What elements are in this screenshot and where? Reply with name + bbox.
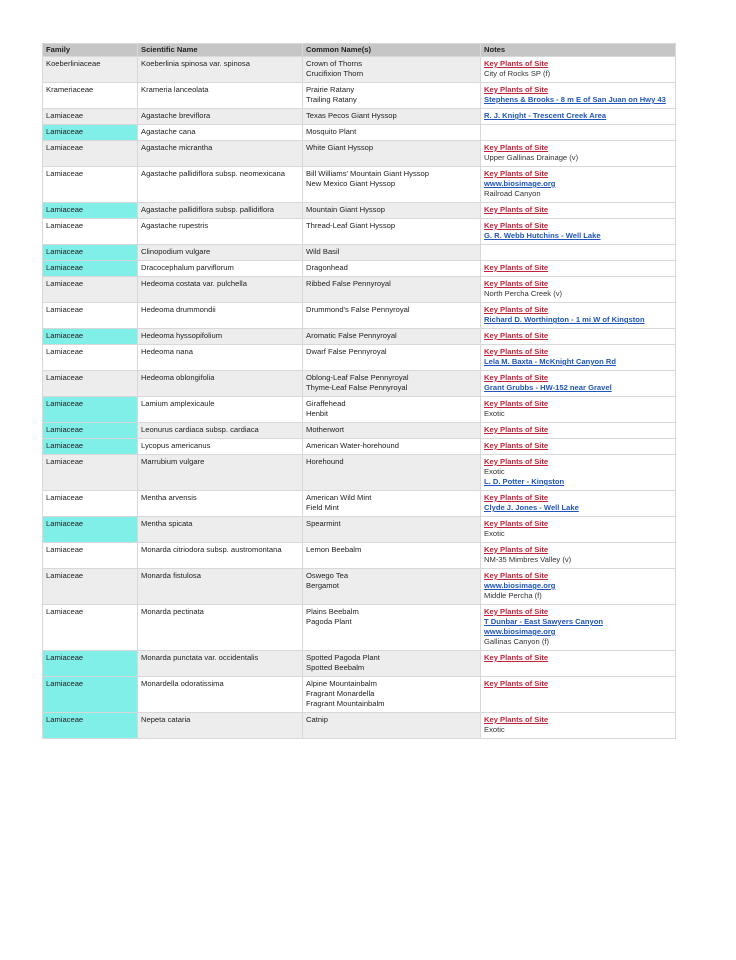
scientific-name: Monarda fistulosa xyxy=(141,571,201,580)
table-row xyxy=(43,651,676,677)
note-link[interactable]: Key Plants of Site xyxy=(484,205,549,214)
table-row xyxy=(43,605,676,651)
scientific-name-cell xyxy=(138,219,303,245)
note-text: Exotic xyxy=(484,725,505,734)
note-text: NM-35 Mimbres Valley (v) xyxy=(484,555,572,564)
table-row xyxy=(43,371,676,397)
family-cell: Lamiaceae xyxy=(43,125,138,141)
note-link[interactable]: Key Plants of Site xyxy=(484,279,549,288)
note-link[interactable]: Richard D. Worthington - 1 mi W of Kingston xyxy=(484,315,645,324)
common-names-cell xyxy=(303,303,481,329)
common-names-cell xyxy=(303,569,481,605)
notes-cell xyxy=(481,203,676,219)
notes-cell xyxy=(481,245,676,261)
common-name: Ribbed False Pennyroyal xyxy=(306,279,391,288)
common-names-cell xyxy=(303,517,481,543)
scientific-name-cell xyxy=(138,245,303,261)
scientific-name-cell xyxy=(138,261,303,277)
family-cell: Lamiaceae xyxy=(43,713,138,739)
common-name: Spotted Beebalm xyxy=(306,663,365,672)
table-body xyxy=(43,57,676,739)
common-name: Pagoda Plant xyxy=(306,617,352,626)
common-names-cell xyxy=(303,83,481,109)
note-text: Upper Gallinas Drainage (v) xyxy=(484,153,579,162)
family-cell: Lamiaceae xyxy=(43,329,138,345)
notes-cell xyxy=(481,125,676,141)
family-cell: Lamiaceae xyxy=(43,439,138,455)
scientific-name-cell xyxy=(138,83,303,109)
common-names-cell xyxy=(303,439,481,455)
scientific-name: Dracocephalum parviflorum xyxy=(141,263,234,272)
family-cell: Lamiaceae xyxy=(43,517,138,543)
table-row xyxy=(43,125,676,141)
scientific-name: Lycopus americanus xyxy=(141,441,211,450)
common-name: Prairie Ratany xyxy=(306,85,355,94)
note-text: Middle Percha (f) xyxy=(484,591,542,600)
scientific-name: Nepeta cataria xyxy=(141,715,191,724)
table-row xyxy=(43,109,676,125)
table-row xyxy=(43,517,676,543)
common-name: Spotted Pagoda Plant xyxy=(306,653,380,662)
note-text: Railroad Canyon xyxy=(484,189,541,198)
common-names-cell xyxy=(303,329,481,345)
common-names-cell xyxy=(303,167,481,203)
notes-cell xyxy=(481,651,676,677)
family-cell: Lamiaceae xyxy=(43,303,138,329)
scientific-name-cell xyxy=(138,371,303,397)
common-names-cell xyxy=(303,677,481,713)
notes-cell xyxy=(481,345,676,371)
common-name: Catnip xyxy=(306,715,328,724)
note-text: Exotic xyxy=(484,529,505,538)
table-row xyxy=(43,677,676,713)
family-cell: Lamiaceae xyxy=(43,345,138,371)
note-link[interactable]: Key Plants of Site xyxy=(484,425,549,434)
common-name: Henbit xyxy=(306,409,328,418)
notes-cell xyxy=(481,303,676,329)
common-name: Giraffehead xyxy=(306,399,346,408)
notes-cell xyxy=(481,277,676,303)
common-names-cell xyxy=(303,423,481,439)
common-name: Plains Beebalm xyxy=(306,607,359,616)
common-name: Crown of Thorns xyxy=(306,59,362,68)
family-cell: Lamiaceae xyxy=(43,261,138,277)
common-names-cell xyxy=(303,543,481,569)
scientific-name: Agastache rupestris xyxy=(141,221,209,230)
scientific-name: Mentha spicata xyxy=(141,519,193,528)
family-cell: Lamiaceae xyxy=(43,543,138,569)
scientific-name: Krameria lanceolata xyxy=(141,85,209,94)
notes-cell xyxy=(481,713,676,739)
note-link[interactable]: Key Plants of Site xyxy=(484,493,549,502)
family-cell: Lamiaceae xyxy=(43,397,138,423)
header-scientific-name: Scientific Name xyxy=(138,44,303,57)
scientific-name-cell xyxy=(138,569,303,605)
table-row xyxy=(43,141,676,167)
scientific-name-cell xyxy=(138,203,303,219)
scientific-name: Agastache pallidiflora subsp. neomexicana xyxy=(141,169,285,178)
notes-cell xyxy=(481,677,676,713)
common-name: American Water-horehound xyxy=(306,441,399,450)
common-names-cell xyxy=(303,491,481,517)
scientific-name-cell xyxy=(138,303,303,329)
note-text: City of Rocks SP (f) xyxy=(484,69,551,78)
note-text: Gallinas Canyon (f) xyxy=(484,637,549,646)
scientific-name-cell xyxy=(138,543,303,569)
common-names-cell xyxy=(303,651,481,677)
notes-cell xyxy=(481,83,676,109)
common-names-cell xyxy=(303,455,481,491)
note-link[interactable]: G. R. Webb Hutchins - Well Lake xyxy=(484,231,601,240)
common-name: Texas Pecos Giant Hyssop xyxy=(306,111,397,120)
common-name: Bill Williams' Mountain Giant Hyssop xyxy=(306,169,429,178)
notes-cell xyxy=(481,109,676,125)
note-link[interactable]: www.biosimage.org xyxy=(484,581,556,590)
note-link[interactable]: Key Plants of Site xyxy=(484,715,549,724)
table-row xyxy=(43,713,676,739)
note-link[interactable]: Key Plants of Site xyxy=(484,399,549,408)
note-link[interactable]: Key Plants of Site xyxy=(484,441,549,450)
family-cell: Lamiaceae xyxy=(43,651,138,677)
common-name: New Mexico Giant Hyssop xyxy=(306,179,396,188)
table-header xyxy=(43,44,676,57)
family-cell: Lamiaceae xyxy=(43,455,138,491)
table-row xyxy=(43,203,676,219)
scientific-name-cell xyxy=(138,491,303,517)
scientific-name-cell xyxy=(138,439,303,455)
scientific-name: Marrubium vulgare xyxy=(141,457,205,466)
common-names-cell xyxy=(303,125,481,141)
note-link[interactable]: Key Plants of Site xyxy=(484,519,549,528)
family-cell: Lamiaceae xyxy=(43,219,138,245)
family-cell: Lamiaceae xyxy=(43,677,138,713)
family-cell: Lamiaceae xyxy=(43,605,138,651)
scientific-name: Lamium amplexicaule xyxy=(141,399,215,408)
common-name: Fragrant Mountainbalm xyxy=(306,699,385,708)
common-names-cell xyxy=(303,397,481,423)
common-name: Thread-Leaf Giant Hyssop xyxy=(306,221,396,230)
common-names-cell xyxy=(303,203,481,219)
scientific-name-cell xyxy=(138,423,303,439)
note-link[interactable]: Lela M. Baxta - McKnight Canyon Rd xyxy=(484,357,617,366)
table-row xyxy=(43,423,676,439)
note-link[interactable]: Key Plants of Site xyxy=(484,221,549,230)
notes-cell xyxy=(481,219,676,245)
common-name: Trailing Ratany xyxy=(306,95,357,104)
common-names-cell xyxy=(303,713,481,739)
common-name: Drummond's False Pennyroyal xyxy=(306,305,410,314)
table-row xyxy=(43,491,676,517)
common-names-cell xyxy=(303,605,481,651)
note-link[interactable]: T Dunbar - East Sawyers Canyon xyxy=(484,617,604,626)
note-link[interactable]: Key Plants of Site xyxy=(484,143,549,152)
common-names-cell xyxy=(303,109,481,125)
scientific-name-cell xyxy=(138,57,303,83)
table-row xyxy=(43,329,676,345)
common-names-cell xyxy=(303,219,481,245)
table-row xyxy=(43,57,676,83)
scientific-name: Hedeoma nana xyxy=(141,347,193,356)
scientific-name-cell xyxy=(138,141,303,167)
scientific-name-cell xyxy=(138,109,303,125)
common-name: Field Mint xyxy=(306,503,339,512)
note-link[interactable]: Key Plants of Site xyxy=(484,545,549,554)
note-link[interactable]: Key Plants of Site xyxy=(484,373,549,382)
common-name: Dwarf False Pennyroyal xyxy=(306,347,387,356)
scientific-name-cell xyxy=(138,517,303,543)
note-link[interactable]: Key Plants of Site xyxy=(484,305,549,314)
scientific-name-cell xyxy=(138,455,303,491)
note-link[interactable]: Key Plants of Site xyxy=(484,169,549,178)
note-text: Exotic xyxy=(484,467,505,476)
common-name: Crucifixion Thorn xyxy=(306,69,364,78)
note-link[interactable]: Key Plants of Site xyxy=(484,263,549,272)
notes-cell xyxy=(481,605,676,651)
table-row xyxy=(43,167,676,203)
note-link[interactable]: Grant Grubbs - HW-152 near Gravel xyxy=(484,383,612,392)
note-text: Exotic xyxy=(484,409,505,418)
scientific-name-cell xyxy=(138,605,303,651)
table-row xyxy=(43,345,676,371)
common-name: Oswego Tea xyxy=(306,571,349,580)
note-link[interactable]: Key Plants of Site xyxy=(484,679,549,688)
scientific-name: Monarda pectinata xyxy=(141,607,204,616)
note-link[interactable]: Key Plants of Site xyxy=(484,59,549,68)
notes-cell xyxy=(481,261,676,277)
family-cell: Lamiaceae xyxy=(43,423,138,439)
table-row xyxy=(43,569,676,605)
notes-cell xyxy=(481,491,676,517)
notes-cell xyxy=(481,141,676,167)
common-name: Horehound xyxy=(306,457,344,466)
header-row xyxy=(43,44,676,57)
scientific-name: Monarda citriodora subsp. austromontana xyxy=(141,545,282,554)
table-row xyxy=(43,455,676,491)
table-row xyxy=(43,261,676,277)
note-link[interactable]: Stephens & Brooks - 8 m E of San Juan on Hwy 43 xyxy=(484,95,666,104)
common-name: Lemon Beebalm xyxy=(306,545,362,554)
scientific-name-cell xyxy=(138,713,303,739)
common-names-cell xyxy=(303,261,481,277)
family-cell: Lamiaceae xyxy=(43,371,138,397)
table-row xyxy=(43,543,676,569)
scientific-name: Koeberlinia spinosa var. spinosa xyxy=(141,59,250,68)
note-link[interactable]: Key Plants of Site xyxy=(484,85,549,94)
scientific-name: Hedeoma oblongifolia xyxy=(141,373,215,382)
family-cell: Lamiaceae xyxy=(43,569,138,605)
note-text: North Percha Creek (v) xyxy=(484,289,563,298)
family-cell: Krameriaceae xyxy=(43,83,138,109)
common-names-cell xyxy=(303,245,481,261)
table-row xyxy=(43,245,676,261)
common-name: Alpine Mountainbalm xyxy=(306,679,377,688)
header-family: Family xyxy=(43,44,138,57)
common-names-cell xyxy=(303,345,481,371)
common-name: Spearmint xyxy=(306,519,341,528)
family-cell: Lamiaceae xyxy=(43,109,138,125)
note-link[interactable]: Key Plants of Site xyxy=(484,607,549,616)
common-name: Mountain Giant Hyssop xyxy=(306,205,385,214)
notes-cell xyxy=(481,569,676,605)
note-link[interactable]: www.biosimage.org xyxy=(484,627,556,636)
table-row xyxy=(43,277,676,303)
notes-cell xyxy=(481,329,676,345)
common-names-cell xyxy=(303,277,481,303)
scientific-name-cell xyxy=(138,651,303,677)
scientific-name: Monardella odoratissima xyxy=(141,679,224,688)
table-row xyxy=(43,83,676,109)
scientific-name-cell xyxy=(138,277,303,303)
notes-cell xyxy=(481,371,676,397)
common-name: Dragonhead xyxy=(306,263,348,272)
family-cell: Lamiaceae xyxy=(43,141,138,167)
common-name: Thyme-Leaf False Pennyroyal xyxy=(306,383,408,392)
scientific-name-cell xyxy=(138,397,303,423)
notes-cell xyxy=(481,57,676,83)
common-name: Motherwort xyxy=(306,425,344,434)
header-common-names: Common Name(s) xyxy=(303,44,481,57)
family-cell: Lamiaceae xyxy=(43,245,138,261)
common-name: White Giant Hyssop xyxy=(306,143,374,152)
family-cell: Lamiaceae xyxy=(43,277,138,303)
notes-cell xyxy=(481,517,676,543)
note-link[interactable]: L. D. Potter - Kingston xyxy=(484,477,565,486)
common-name: Wild Basil xyxy=(306,247,340,256)
common-name: Aromatic False Pennyroyal xyxy=(306,331,397,340)
note-link[interactable]: R. J. Knight - Trescent Creek Area xyxy=(484,111,607,120)
note-link[interactable]: Key Plants of Site xyxy=(484,331,549,340)
notes-cell xyxy=(481,397,676,423)
common-names-cell xyxy=(303,57,481,83)
common-name: Fragrant Monardella xyxy=(306,689,375,698)
scientific-name-cell xyxy=(138,167,303,203)
table-row xyxy=(43,439,676,455)
plant-table xyxy=(42,43,676,739)
scientific-name: Clinopodium vulgare xyxy=(141,247,211,256)
scientific-name: Mentha arvensis xyxy=(141,493,197,502)
notes-cell xyxy=(481,455,676,491)
common-names-cell xyxy=(303,141,481,167)
scientific-name-cell xyxy=(138,345,303,371)
family-cell: Lamiaceae xyxy=(43,491,138,517)
note-link[interactable]: Key Plants of Site xyxy=(484,347,549,356)
family-cell: Koeberliniaceae xyxy=(43,57,138,83)
scientific-name: Hedeoma drummondii xyxy=(141,305,216,314)
notes-cell xyxy=(481,423,676,439)
scientific-name: Agastache micrantha xyxy=(141,143,213,152)
table-row xyxy=(43,397,676,423)
family-cell: Lamiaceae xyxy=(43,167,138,203)
notes-cell xyxy=(481,167,676,203)
table-row xyxy=(43,303,676,329)
common-names-cell xyxy=(303,371,481,397)
common-name: Bergamot xyxy=(306,581,339,590)
family-cell: Lamiaceae xyxy=(43,203,138,219)
scientific-name: Hedeoma costata var. pulchella xyxy=(141,279,247,288)
note-link[interactable]: www.biosimage.org xyxy=(484,179,556,188)
header-notes: Notes xyxy=(481,44,676,57)
note-link[interactable]: Clyde J. Jones - Well Lake xyxy=(484,503,579,512)
scientific-name: Agastache breviflora xyxy=(141,111,211,120)
notes-cell xyxy=(481,543,676,569)
common-name: Mosquito Plant xyxy=(306,127,357,136)
scientific-name-cell xyxy=(138,125,303,141)
note-link[interactable]: Key Plants of Site xyxy=(484,653,549,662)
notes-cell xyxy=(481,439,676,455)
scientific-name-cell xyxy=(138,677,303,713)
note-link[interactable]: Key Plants of Site xyxy=(484,457,549,466)
scientific-name: Agastache cana xyxy=(141,127,196,136)
scientific-name-cell xyxy=(138,329,303,345)
common-name: American Wild Mint xyxy=(306,493,372,502)
scientific-name: Monarda punctata var. occidentalis xyxy=(141,653,259,662)
table-row xyxy=(43,219,676,245)
scientific-name: Hedeoma hyssopifolium xyxy=(141,331,223,340)
scientific-name: Agastache pallidiflora subsp. pallidiflora xyxy=(141,205,274,214)
note-link[interactable]: Key Plants of Site xyxy=(484,571,549,580)
scientific-name: Leonurus cardiaca subsp. cardiaca xyxy=(141,425,259,434)
common-name: Oblong-Leaf False Pennyroyal xyxy=(306,373,409,382)
